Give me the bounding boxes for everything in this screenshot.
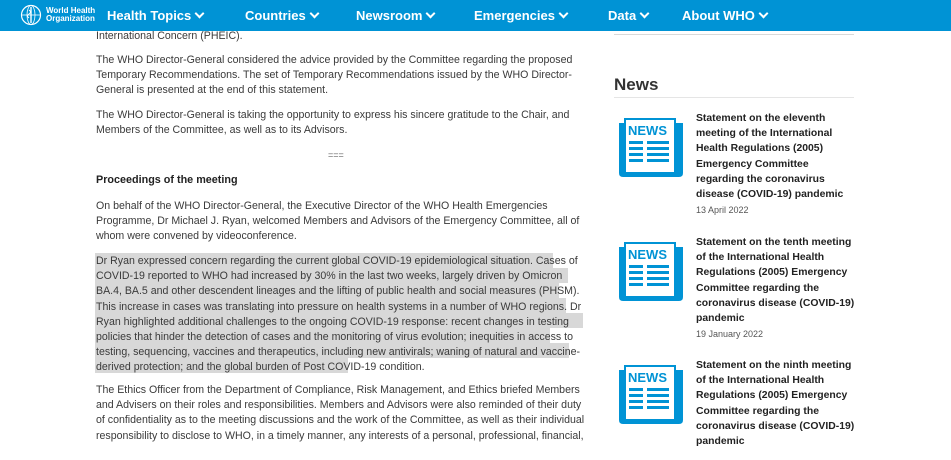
chevron-down-icon [640, 9, 650, 19]
chevron-down-icon [426, 9, 436, 19]
news-item-date: 19 January 2022 [696, 329, 764, 340]
section-heading: Proceedings of the meeting [96, 174, 238, 186]
news-heading: News [614, 75, 659, 94]
newspaper-icon[interactable] [617, 237, 685, 303]
nav-about-who[interactable]: About WHO [682, 0, 767, 31]
news-item-date: 13 April 2022 [696, 205, 749, 216]
news-divider [614, 97, 854, 98]
news-item[interactable] [696, 111, 856, 215]
section-separator: === [328, 150, 344, 160]
nav-newsroom[interactable]: Newsroom [356, 0, 434, 31]
svg-text:NEWS: NEWS [628, 247, 667, 262]
chevron-down-icon [195, 9, 205, 19]
newspaper-icon[interactable] [617, 360, 685, 426]
newspaper-icon[interactable] [617, 113, 685, 179]
top-navigation-bar [0, 0, 951, 31]
who-emblem-icon [20, 4, 42, 26]
news-item-title[interactable]: Statement on the ninth meeting of the International Health Regulations (2005) Emergency Committee regarding the coronavirus disease (COVID-19) pandemic [696, 360, 855, 448]
svg-text:NEWS: NEWS [628, 370, 667, 385]
chevron-down-icon [558, 9, 568, 19]
who-logo[interactable] [20, 4, 106, 26]
svg-text:NEWS: NEWS [628, 123, 667, 138]
news-item-title[interactable]: Statement on the tenth meeting of the International Health Regulations (2005) Emergency Committee regarding the coronavirus disease (COVID-19) pandemic [696, 237, 855, 325]
article-paragraph-5: The Ethics Officer from the Department of Compliance, Risk Management, and Ethics briefed Members and Advisers on their roles and responsibilities. Members and Advisors were also reminded of their duty of confidentiality as to the meeting discussions and the work of the Committee, as well as their individual responsibility to disclose to WHO, in a timely manner, any interests of a personal, professional, financial, [96, 384, 585, 442]
news-item[interactable] [696, 235, 856, 339]
article-paragraph-cutoff: International Concern (PHEIC). [96, 30, 243, 42]
sidebar-divider [614, 34, 854, 35]
chevron-down-icon [309, 9, 319, 19]
nav-health-topics[interactable]: Health Topics [107, 0, 203, 31]
nav-countries[interactable]: Countries [245, 0, 318, 31]
article-paragraph-4: Dr Ryan expressed concern regarding the current global COVID-19 epidemiological situation. Cases of COVID-19 reported to WHO had increased by 30% in the last two weeks, largely driven by Omicron BA.4, BA.5 and other descendent lineages and the lifting of public health and social measures (PHSM). This increase in cases was translating into pressure on health systems in a number of WHO regions. Dr Ryan highlighted additional challenges to the ongoing COVID-19 response: recent changes in testing policies that hinder the detection of cases and the monitoring of virus evolution; inequities in access to testing, sequencing, vaccines and therapeutics, including new antivirals; waning of natural and vaccine-derived protection; and the global burden of Post COVID-19 condition. [96, 255, 582, 374]
who-logo-text: World Health Organization [46, 6, 96, 23]
chevron-down-icon [758, 9, 768, 19]
article-paragraph-1: The WHO Director-General considered the advice provided by the Committee regarding the proposed Temporary Recommendations. The set of Temporary Recommendations issued by the WHO Director-General is presented at the end of this statement. [96, 54, 573, 97]
nav-emergencies[interactable]: Emergencies [474, 0, 567, 31]
article-paragraph-2: The WHO Director-General is taking the opportunity to express his sincere gratitude to the Chair, and Members of the Committee, as well as to its Advisors. [96, 109, 570, 137]
article-paragraph-3: On behalf of the WHO Director-General, the Executive Director of the WHO Health Emergencies Programme, Dr Michael J. Ryan, welcomed Members and Advisors of the Emergency Committee, all of whom were convened by videoconference. [96, 200, 580, 243]
nav-data[interactable]: Data [608, 0, 648, 31]
news-item[interactable] [696, 358, 856, 449]
news-item-title[interactable]: Statement on the eleventh meeting of the International Health Regulations (2005) Emergency Committee regarding the coronavirus disease (COVID-19) pandemic [696, 113, 844, 201]
